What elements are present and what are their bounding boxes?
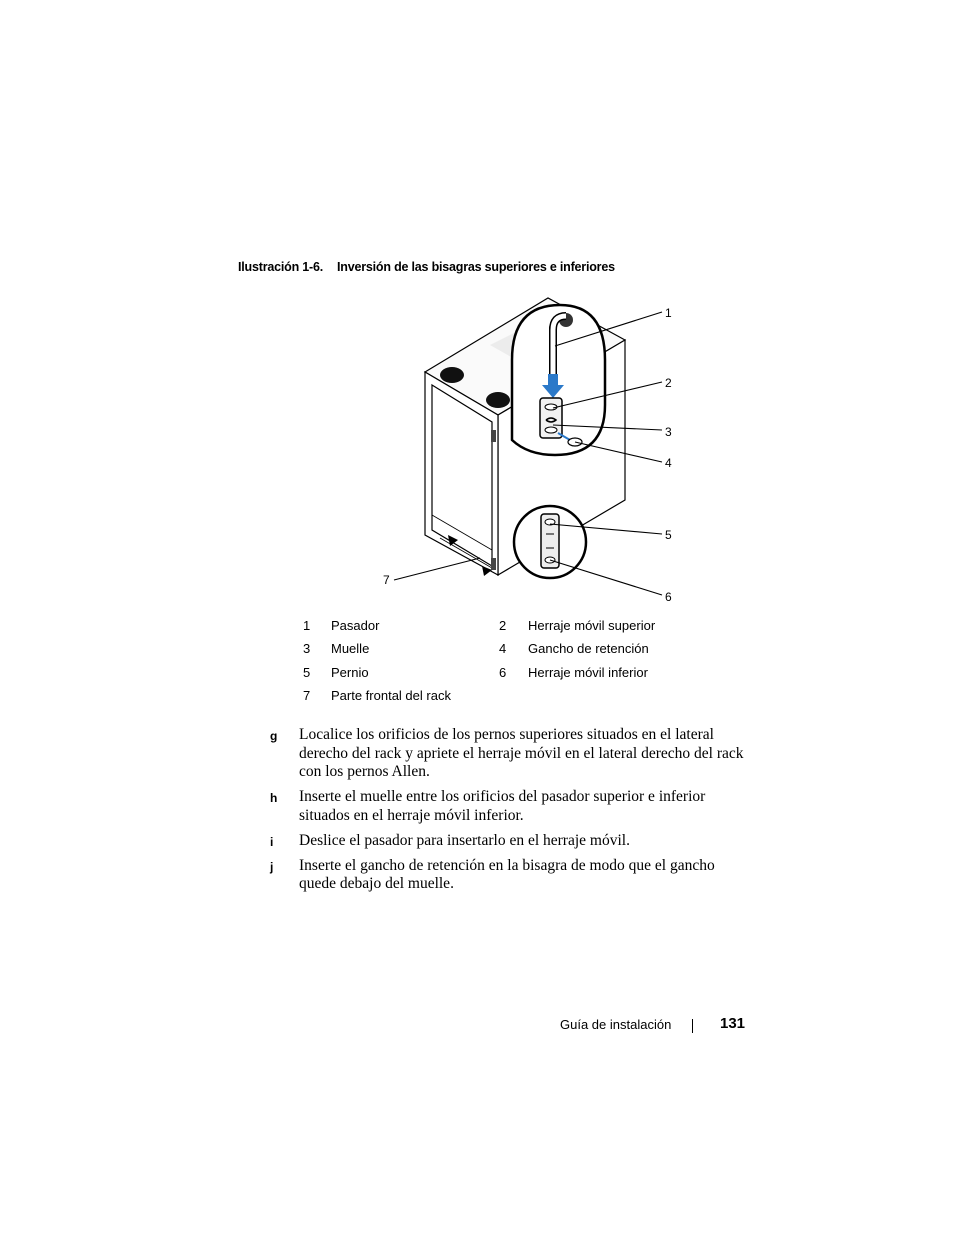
- figure-caption-title: Inversión de las bisagras superiores e inferiores: [337, 260, 615, 274]
- step-key: g: [270, 729, 278, 743]
- callout-7: 7: [383, 573, 390, 587]
- legend-number: 3: [303, 641, 311, 656]
- callout-1: 1: [665, 306, 672, 320]
- legend-number: 2: [499, 618, 507, 633]
- legend-label: Pasador: [331, 618, 380, 633]
- legend-number: 1: [303, 618, 311, 633]
- step-text: Deslice el pasador para insertarlo en el herraje móvil.: [299, 831, 630, 849]
- callout-3: 3: [665, 425, 672, 439]
- callout-2: 2: [665, 376, 672, 390]
- legend-label: Herraje móvil superior: [528, 618, 656, 633]
- step-h: [270, 788, 750, 825]
- step-text: Localice los orificios de los pernos superiores situados en el lateral derecho del rack y apriete el herraje móvil en el lateral derecho del rack con los pernos Allen.: [299, 726, 744, 780]
- figure-caption-label: Ilustración 1-6.: [238, 260, 324, 274]
- callout-4: 4: [665, 456, 672, 470]
- footer-title: Guía de instalación: [560, 1017, 672, 1032]
- page-footer: [560, 1014, 750, 1036]
- step-text: Inserte el gancho de retención en la bisagra de modo que el gancho quede debajo del muelle.: [299, 856, 715, 892]
- legend-number: 6: [499, 665, 507, 680]
- rack-hinge-illustration: [370, 290, 680, 610]
- step-i: [270, 832, 750, 851]
- legend-row: [300, 665, 720, 685]
- legend-label: Muelle: [331, 641, 370, 656]
- legend-number: 7: [303, 688, 311, 703]
- page-number: 131: [720, 1015, 746, 1032]
- figure-caption: [238, 260, 615, 274]
- step-text: Inserte el muelle entre los orificios del pasador superior e inferior situados en el herraje móvil inferior.: [299, 788, 706, 824]
- step-key: h: [270, 791, 278, 805]
- legend-row: [300, 641, 720, 661]
- legend-label: Pernio: [331, 665, 369, 680]
- legend-number: 5: [303, 665, 311, 680]
- legend-row: [300, 618, 720, 638]
- footer-divider: [692, 1019, 693, 1033]
- callout-5: 5: [665, 528, 672, 542]
- cable-hole: [486, 392, 510, 408]
- cable-hole: [440, 367, 464, 383]
- step-key: i: [270, 834, 274, 849]
- legend-row: [300, 688, 720, 708]
- legend-number: 4: [499, 641, 507, 656]
- legend-label: Herraje móvil inferior: [528, 665, 648, 680]
- callout-6: 6: [665, 590, 672, 604]
- step-j: [270, 857, 750, 894]
- step-key: j: [270, 859, 274, 874]
- legend-label: Parte frontal del rack: [331, 688, 451, 703]
- procedure-steps: [270, 726, 750, 900]
- step-g: [270, 726, 750, 782]
- legend-label: Gancho de retención: [528, 641, 649, 656]
